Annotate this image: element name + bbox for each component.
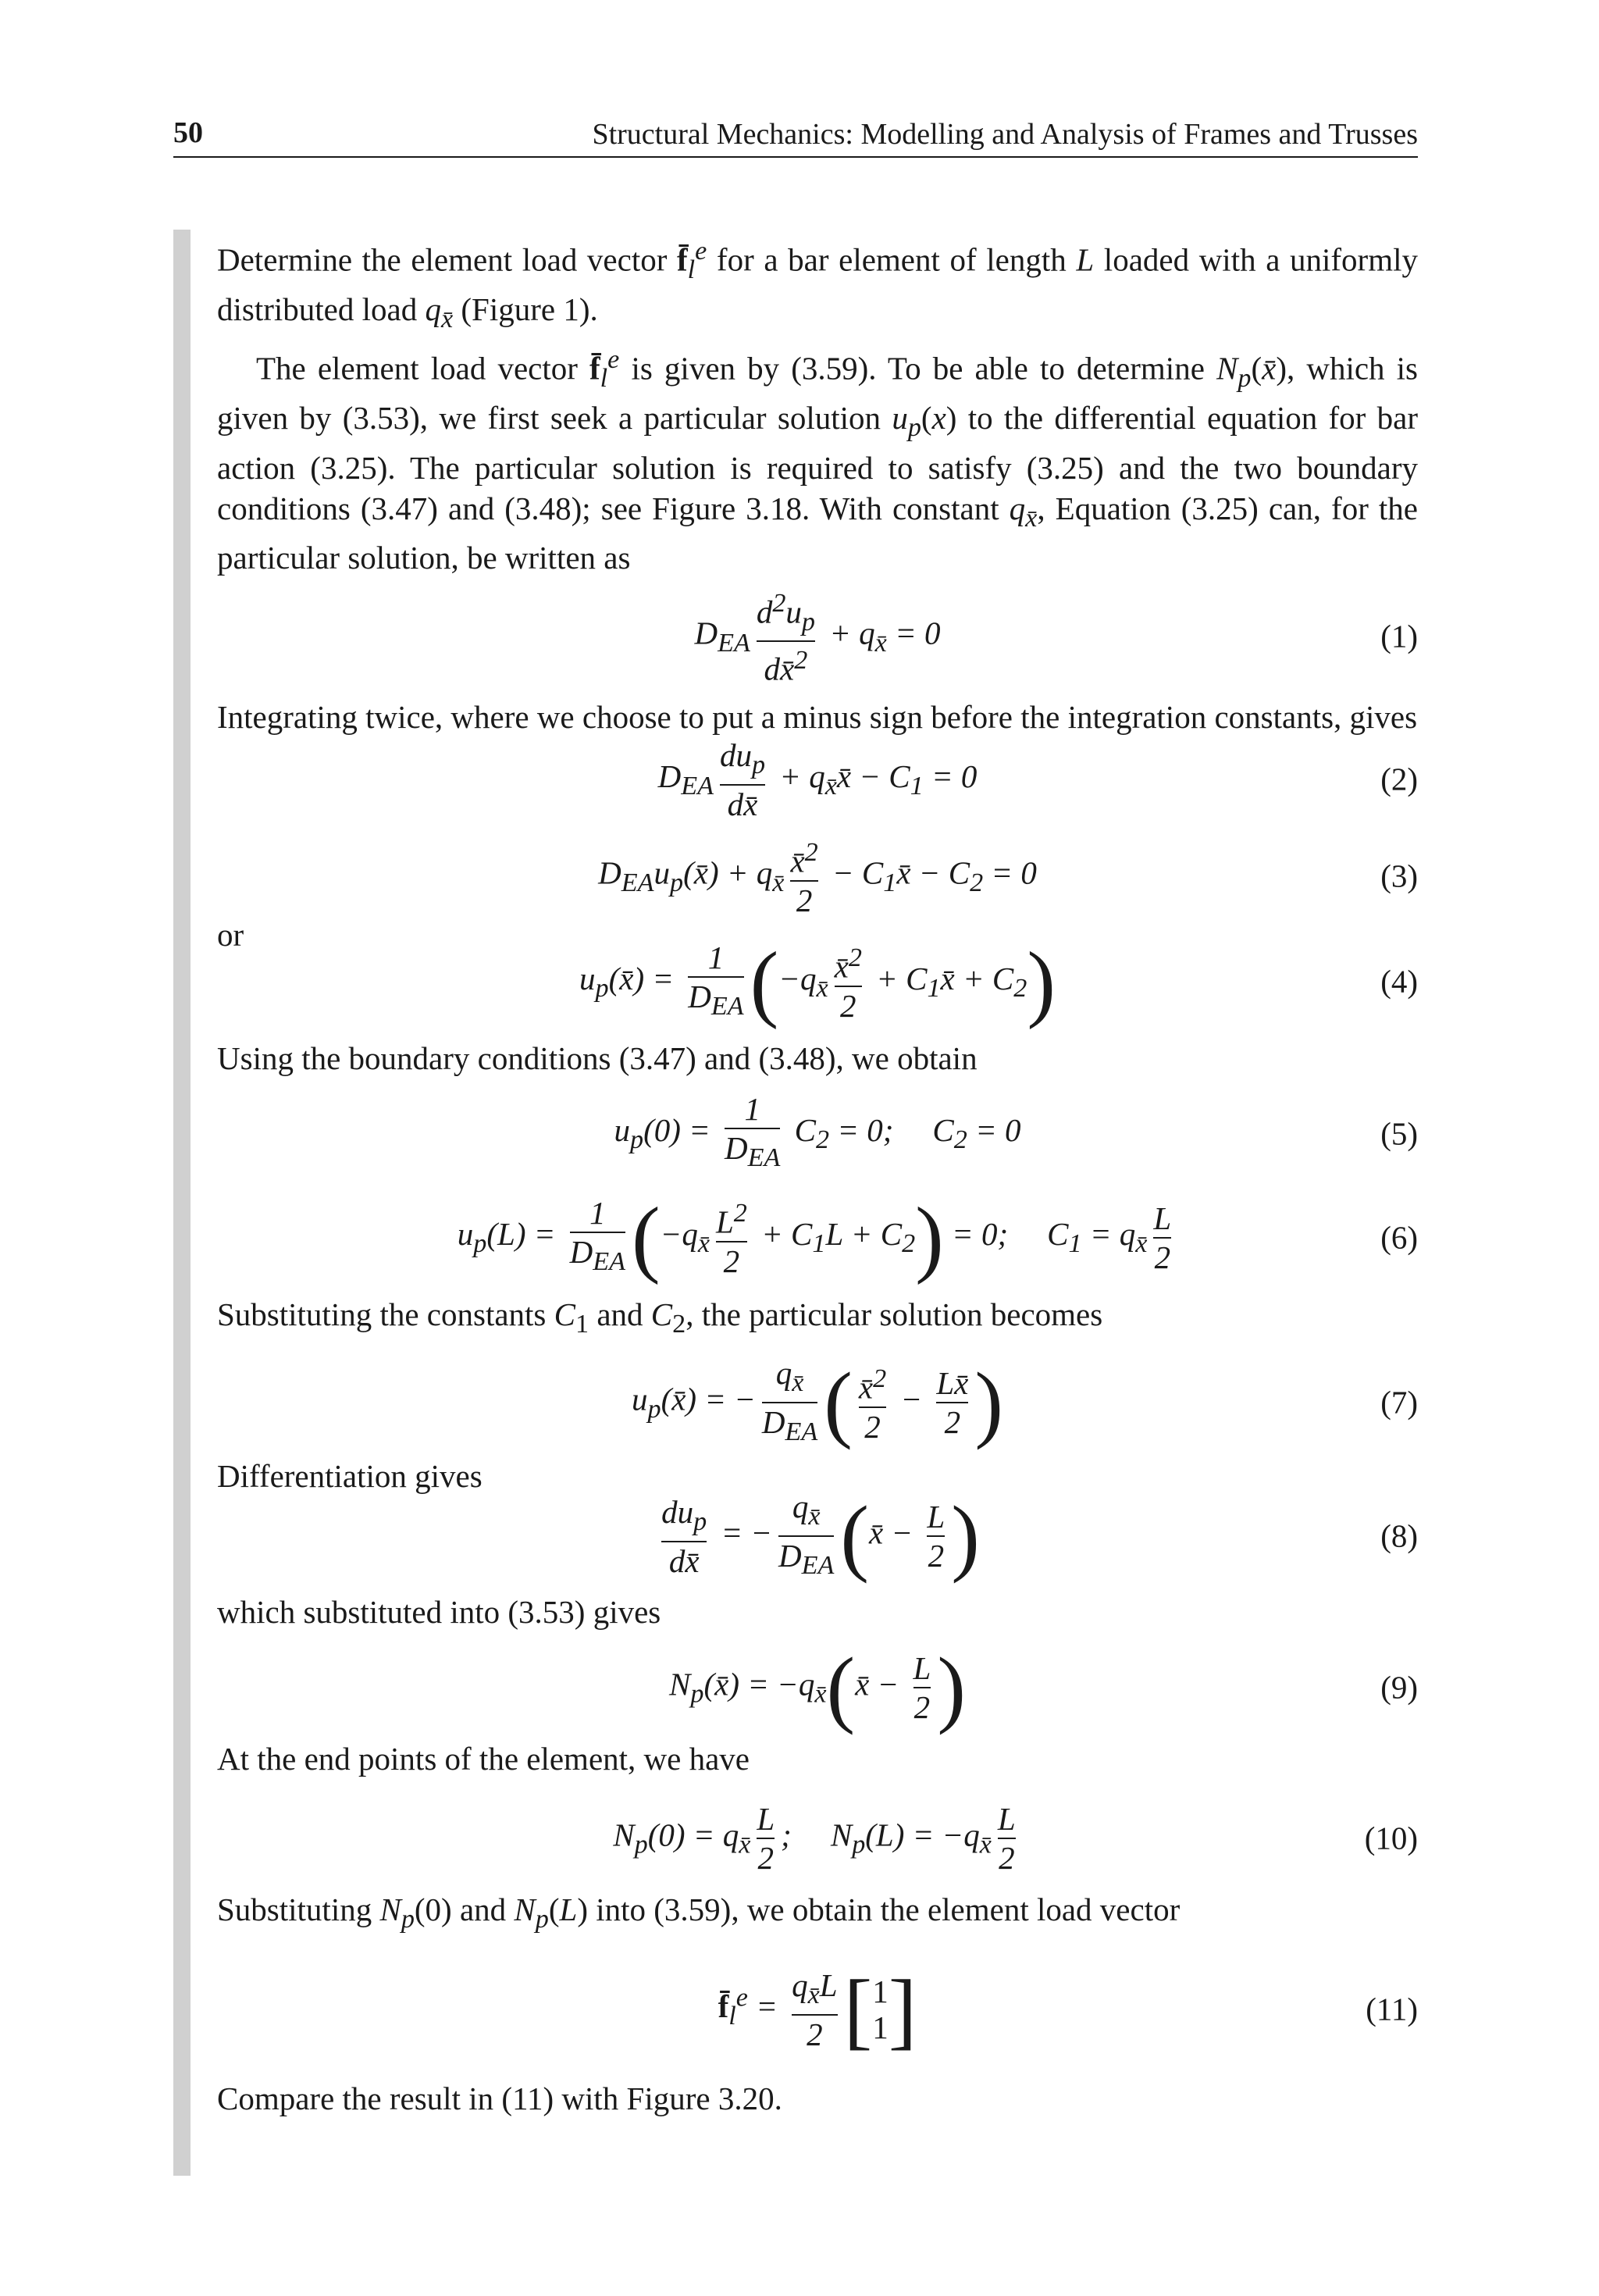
equation-1: $D_{EA}$ $\frac{d^2u_p}{dx̄^2}$ + $q_{x̄} = 0$ (1) bbox=[694, 588, 1418, 687]
boundary-conditions-text: Using the boundary conditions (3.47) and (3.48), we obtain bbox=[217, 1040, 978, 1077]
equation-3: $D_{EA}u_p(x̄) + q_{x̄}$ $\frac{x̄^2}{2}$ − $C_1x̄ - C_2 = 0$ (3) bbox=[598, 837, 1418, 918]
example-box bbox=[217, 231, 1418, 2120]
equation-8: $\frac{du_p}{dx̄}$ = − $\frac{q_{x̄}}{D_{EA}}$ (x̄ − $\frac{L}{2}$ ) (8) bbox=[661, 1488, 1418, 1585]
equation-8-number: (8) bbox=[1380, 1517, 1418, 1554]
header-rule bbox=[173, 156, 1418, 158]
equation-4-number: (4) bbox=[1380, 963, 1418, 1000]
integration-text: Integrating twice, where we choose to put a minus sign before the integration constants, gives bbox=[217, 698, 1418, 735]
equation-10: $N_p(0) = q_{x̄}$ $\frac{L}{2}$ ; $N_p(L) = -q_{x̄}$ $\frac{L}{2}$ (10) bbox=[613, 1801, 1418, 1877]
equation-1-number: (1) bbox=[1380, 618, 1418, 654]
differentiation-text: Differentiation gives bbox=[217, 1458, 483, 1495]
solution-intro: The element load vector $f̄_l^e$ is given by (3.59). To be able to determine $N_p(x̄)$, which is given by (3.53), we first seek a particular solution $u_p(x)$ to the differential equation for bar action (3.25). The particular solution is required to satisfy (3.25) and the two boundary conditions (3.47) and (3.48); see Figure 3.18. With constant $q_{x̄}$, Equation (3.25) can, for the particular solution, be written as bbox=[217, 345, 1419, 576]
or-label: or bbox=[217, 917, 244, 954]
example-margin-bar bbox=[173, 230, 191, 2176]
substitution-text: Substituting the constants $C_1$ and $C_2$, the particular solution becomes bbox=[217, 1296, 1103, 1339]
equation-9-number: (9) bbox=[1380, 1669, 1418, 1706]
load-vector-text: Substituting $N_p(0)$ and $N_p(L)$ into (3.59), we obtain the element load vector bbox=[217, 1891, 1181, 1934]
equation-2-number: (2) bbox=[1380, 761, 1418, 797]
compare-text: Compare the result in (11) with Figure 3.20. bbox=[217, 2080, 782, 2117]
end-points-text: At the end points of the element, we have bbox=[217, 1740, 750, 1777]
problem-statement: Determine the element load vector $f̄_l^e$ for a bar element of length L loaded with a uniformly distributed load $q_{x̄}$ (Figure 1). bbox=[217, 237, 1418, 334]
equation-7: $u_p(x̄)$ = − $\frac{q_{x̄}}{D_{EA}}$ ( $\frac{x̄^2}{2}$ − $\frac{Lx̄}{2}$ ) (7) bbox=[631, 1355, 1418, 1451]
equation-6-number: (6) bbox=[1380, 1219, 1418, 1255]
equation-4: $u_p(x̄)$ = $\frac{1}{D_{EA}}$ ($-q_{x̄}$ $\frac{x̄^2}{2}$ + $C_1x̄ + C_2$) (4) bbox=[579, 934, 1418, 1030]
equation-9: $N_p(x̄)$ = $-q_{x̄}(x̄$ − $\frac{L}{2}$ ) (9) bbox=[669, 1639, 1418, 1735]
equation-7-number: (7) bbox=[1380, 1384, 1418, 1421]
equation-3-number: (3) bbox=[1380, 857, 1418, 894]
equation-10-number: (10) bbox=[1364, 1820, 1418, 1856]
equation-6: $u_p(L)$ = $\frac{1}{D_{EA}}$ ($-q_{x̄}$ $\frac{L^2}{2}$ + $C_1L + C_2) = 0$; $C_1 = q_{x̄}$ $\frac{L}{2}$ (6) bbox=[457, 1189, 1418, 1285]
running-title: Structural Mechanics: Modelling and Analysis of Frames and Trusses bbox=[592, 118, 1418, 151]
equation-5-number: (5) bbox=[1380, 1115, 1418, 1151]
equation-2: $D_{EA}$ $\frac{du_p}{dx̄}$ + $q_{x̄}x̄ - C_1 = 0$ (2) bbox=[657, 736, 1418, 822]
substituted-text: which substituted into (3.53) gives bbox=[217, 1594, 661, 1631]
equation-11-number: (11) bbox=[1366, 1991, 1418, 2027]
equation-5: $u_p(0)$ = $\frac{1}{D_{EA}}$ $C_2 = 0$; $C_2 = 0$ (5) bbox=[614, 1091, 1418, 1173]
page-number: 50 bbox=[173, 116, 203, 149]
equation-11: $f̄_l^e$ = $\frac{q_{x̄}L}{2}$ [ 1 1 ] (11) bbox=[718, 1962, 1418, 2058]
